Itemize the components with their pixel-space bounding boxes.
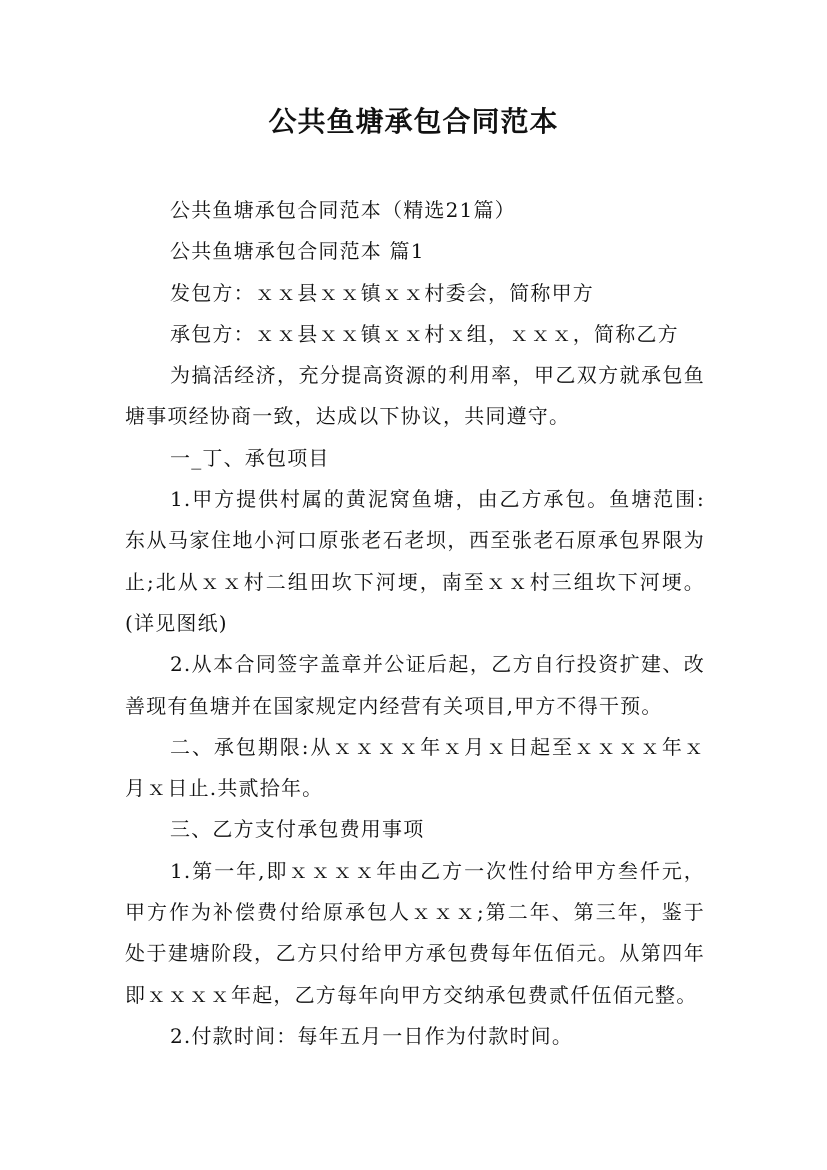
document-subtitle: 公共鱼塘承包合同范本（精选21篇） (170, 198, 516, 222)
clause-heading: 三、乙方支付承包费用事项 (170, 817, 425, 842)
clause-paragraph: 1.第一年,即ｘｘｘｘ年由乙方一次性付给甲方叁仟元，甲方作为补偿费付给原承包人ｘｘｘ;第二年、第三年，鉴于处于建塘阶段，乙方只付给甲方承包费每年伍佰元。从第四年即ｘｘｘｘ年起，乙方每年向甲方交纳承包费贰仟伍佰元整。 (125, 858, 705, 1007)
clause-paragraph: 2.付款时间：每年五月一日作为付款时间。 (170, 1023, 574, 1048)
preamble-paragraph: 为搞活经济，充分提高资源的利用率，甲乙双方就承包鱼塘事项经协商一致，达成以下协议，共同遵守。 (125, 363, 705, 429)
document-body (125, 190, 705, 1057)
clause-paragraph: 1.甲方提供村属的黄泥窝鱼塘，由乙方承包。鱼塘范围:东从马家住地小河口原张老石老坝，西至张老石原承包界限为止;北从ｘｘ村二组田坎下河埂，南至ｘｘ村三组坎下河埂。(详见图纸) (125, 487, 705, 635)
party-a-line: 发包方：ｘｘ县ｘｘ镇ｘｘ村委会，简称甲方 (170, 280, 594, 305)
clause-paragraph: 2.从本合同签字盖章并公证后起，乙方自行投资扩建、改善现有鱼塘并在国家规定内经营有关项目,甲方不得干预。 (125, 652, 705, 718)
document-title: 公共鱼塘承包合同范本 (268, 105, 559, 138)
section-heading: 公共鱼塘承包合同范本 篇1 (170, 239, 425, 264)
clause-paragraph: 二、承包期限:从ｘｘｘｘ年ｘ月ｘ日起至ｘｘｘｘ年ｘ月ｘ日止.共贰拾年。 (125, 734, 705, 801)
clause-heading: 一_丁、承包项目 (170, 445, 330, 470)
party-b-line: 承包方：ｘｘ县ｘｘ镇ｘｘ村ｘ组，ｘｘｘ，简称乙方 (170, 321, 679, 346)
